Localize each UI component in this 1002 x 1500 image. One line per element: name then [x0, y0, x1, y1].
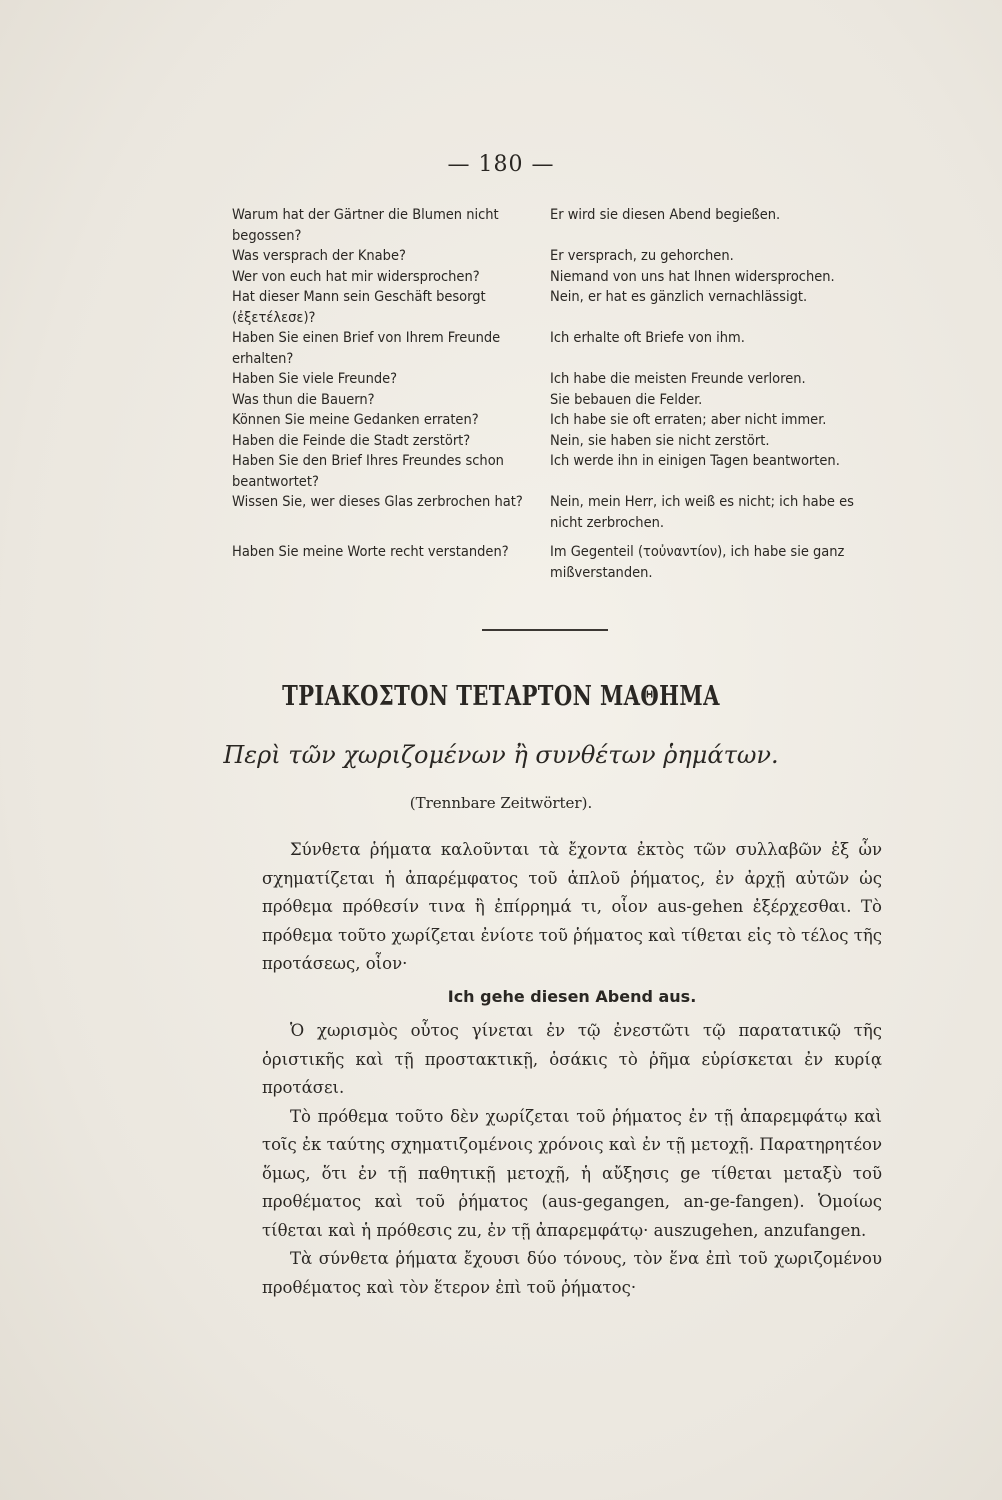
- qa-row: [232, 390, 882, 411]
- answer: Ich erhalte oft Briefe von ihm.: [550, 330, 745, 346]
- paragraph: Ὁ χωρισμὸς οὗτος γίνεται ἐν τῷ ἐνεστῶτι τῷ παρατατικῷ τῆς ὁριστικῆς καὶ τῇ προστακτικῇ, ὁσάκις τὸ ῥῆμα εὑρίσκεται ἐν κυρίᾳ προτάσει.: [262, 1021, 882, 1097]
- lesson-body: [262, 836, 882, 1302]
- section-divider: [482, 629, 608, 631]
- question: Was thun die Bauern?: [232, 391, 375, 408]
- page-number: — 180 —: [447, 152, 555, 177]
- paragraph: Σύνθετα ῥήματα καλοῦνται τὰ ἔχοντα ἐκτὸς τῶν συλλαβῶν ἐξ ὧν σχηματίζεται ἡ ἀπαρέμφατος τοῦ ἁπλοῦ ῥήματος, ἐν ἀρχῇ αὐτῶν ὡς πρόθεμα πρόθεσίν τινα ἢ ἐπίρρημά τι, οἷον aus-gehen ἐξέρχεσθαι. Τὸ πρόθεμα τοῦτο χωρίζεται ἐνίοτε τοῦ ῥήματος καὶ τίθεται εἰς τὸ τέλος τῆς προτάσεως, οἷον·: [262, 840, 882, 973]
- german-subtitle: (Trennbare Zeitwörter).: [409, 794, 593, 812]
- qa-row: [232, 267, 882, 288]
- qa-row: [232, 431, 882, 452]
- question: Wissen Sie, wer dieses Glas zerbrochen hat?: [232, 494, 523, 510]
- question: Hat dieser Mann sein Geschäft besorgt (ἐξετέλεσε)?: [232, 289, 486, 326]
- question: Haben Sie den Brief Ihres Freundes schon beantwortet?: [232, 453, 504, 490]
- question: Haben Sie meine Worte recht verstanden?: [232, 544, 509, 560]
- question: Haben Sie einen Brief von Ihrem Freunde erhalten?: [232, 330, 501, 367]
- qa-row: [232, 492, 882, 533]
- question: Haben Sie viele Freunde?: [232, 371, 398, 387]
- answer: Ich werde ihn in einigen Tagen beantworten.: [550, 453, 840, 469]
- answer: Sie bebauen die Felder.: [550, 391, 703, 408]
- paragraph: Τὰ σύνθετα ῥήματα ἔχουσι δύο τόνους, τὸν ἕνα ἐπὶ τοῦ χωριζομένου προθέματος καὶ τὸν ἕτερον ἐπὶ τοῦ ῥήματος·: [262, 1249, 882, 1297]
- question: Warum hat der Gärtner die Blumen nicht begossen?: [232, 207, 499, 244]
- answer: Ich habe sie oft erraten; aber nicht immer.: [550, 412, 827, 428]
- answer: Niemand von uns hat Ihnen widersprochen.: [550, 268, 835, 285]
- question-answer-exercise: [232, 205, 882, 583]
- answer: Im Gegenteil (τοὐναντίον), ich habe sie ganz mißverstanden.: [550, 544, 845, 581]
- qa-row: [232, 246, 882, 267]
- question: Haben die Feinde die Stadt zerstört?: [232, 432, 471, 449]
- question: Was versprach der Knabe?: [232, 248, 406, 264]
- answer: Er wird sie diesen Abend begießen.: [550, 207, 781, 223]
- qa-row: [232, 451, 882, 492]
- answer: Er versprach, zu gehorchen.: [550, 248, 734, 264]
- question: Wer von euch hat mir widersprochen?: [232, 268, 480, 285]
- question: Können Sie meine Gedanken erraten?: [232, 412, 479, 428]
- paragraph: Τὸ πρόθεμα τοῦτο δὲν χωρίζεται τοῦ ῥήματος ἐν τῇ ἀπαρεμφάτῳ καὶ τοῖς ἐκ ταύτης σχηματιζομένοις χρόνοις καὶ ἐν τῇ μετοχῇ. Παρατηρητέον ὅμως, ὅτι ἐν τῇ παθητικῇ μετοχῇ, ἡ αὔξησις ge τίθεται μεταξὺ τοῦ προθέματος καὶ τοῦ ῥήματος (aus-gegangen, an-ge-fangen). Ὁμοίως τίθεται καὶ ἡ πρόθεσις zu, ἐν τῇ ἀπαρεμφάτῳ· auszugehen, anzufangen.: [262, 1106, 882, 1240]
- qa-row: [232, 369, 882, 390]
- qa-row: [232, 328, 882, 369]
- lesson-subtitle: Περὶ τῶν χωριζομένων ἢ συνθέτων ῥημάτων.: [223, 741, 779, 769]
- answer: Nein, sie haben sie nicht zerstört.: [550, 432, 770, 449]
- example-sentence: Ich gehe diesen Abend aus.: [447, 986, 697, 1006]
- answer: Nein, mein Herr, ich weiß es nicht; ich habe es nicht zerbrochen.: [550, 494, 854, 531]
- qa-row: [232, 542, 882, 583]
- qa-row: [232, 205, 882, 246]
- lesson-title: ΤΡΙΑΚΟΣΤΟΝ ΤΕΤΑΡΤΟΝ ΜΑΘΗΜΑ: [282, 681, 720, 712]
- qa-row: [232, 287, 882, 328]
- qa-row: [232, 410, 882, 431]
- answer: Ich habe die meisten Freunde verloren.: [550, 371, 806, 387]
- answer: Nein, er hat es gänzlich vernachlässigt.: [550, 289, 808, 305]
